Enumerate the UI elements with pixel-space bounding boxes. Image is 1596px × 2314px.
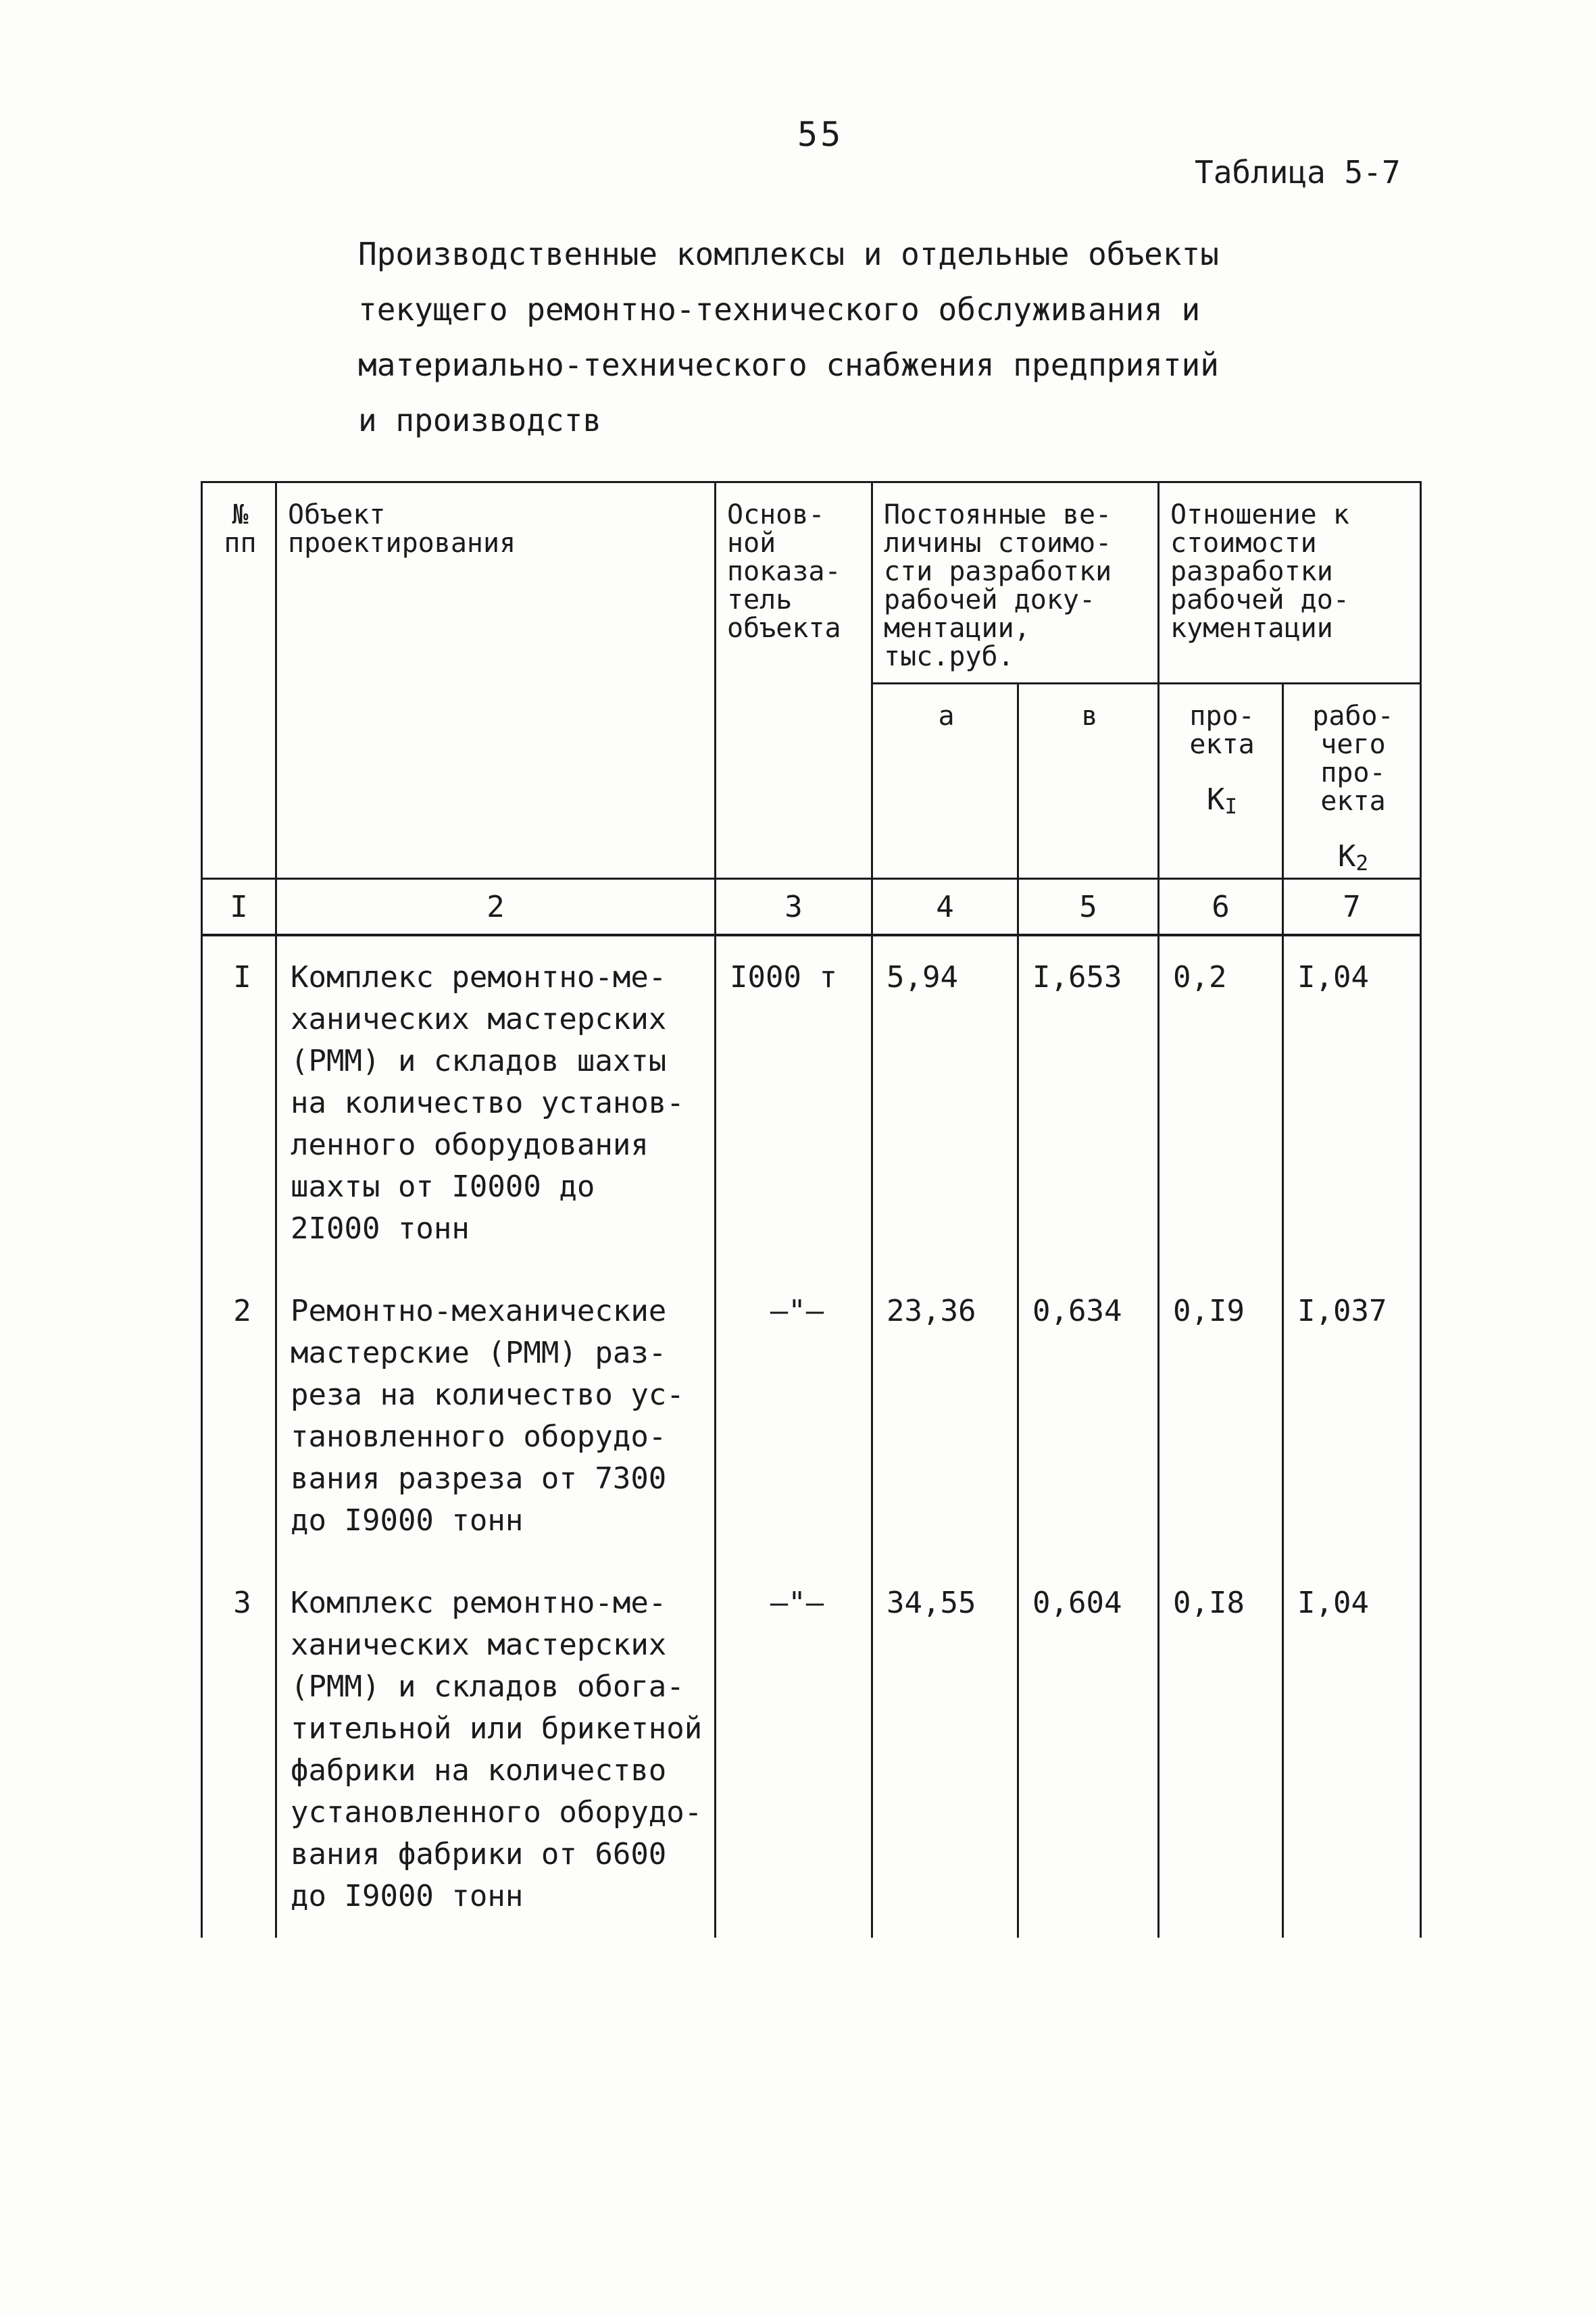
data-table [201,481,1422,1938]
header-work-project: рабо- чего про- екта К2 [1283,684,1421,879]
table-row [202,1562,1421,1938]
header-num: № пп [202,482,276,879]
row-object: Комплекс ремонтно-ме- ханических мастерских (РММ) и складов шахты на количество установ- ленного оборудования шахты от I0000 до 2I000 тонн [276,935,716,1270]
row-value-a: 23,36 [872,1270,1018,1562]
table-row [202,935,1421,1270]
row-k2: I,04 [1283,935,1421,1270]
row-number: 3 [202,1562,276,1938]
row-value-b: 0,604 [1018,1562,1159,1938]
header-a: а [872,684,1018,879]
column-number: 3 [716,879,872,936]
row-k1: 0,I9 [1159,1270,1283,1562]
title-line: текущего ремонтно-технического обслуживания и [358,291,1201,328]
title-line: материально-технического снабжения предприятий [358,347,1219,383]
header-b: в [1018,684,1159,879]
table-label: Таблица 5-7 [1195,154,1401,191]
table-title [358,226,1392,448]
row-indicator: —"— [716,1562,872,1938]
row-value-b: 0,634 [1018,1270,1159,1562]
k1-label: КI [1206,782,1238,819]
column-number: 5 [1018,879,1159,936]
row-k2: I,04 [1283,1562,1421,1938]
row-value-a: 34,55 [872,1562,1018,1938]
header-ratio: Отношение к стоимости разработки рабочей до- кументации [1159,482,1421,684]
row-value-a: 5,94 [872,935,1018,1270]
header-object: Объект проектирования [276,482,716,879]
header-constant-values: Постоянные ве- личины стоимо- сти разработки рабочей доку- ментации, тыс.руб. [872,482,1159,684]
row-k1: 0,I8 [1159,1562,1283,1938]
header-project: про- екта КI [1159,684,1283,879]
column-number: 6 [1159,879,1283,936]
column-number-row [202,879,1421,936]
column-number: 2 [276,879,716,936]
header-indicator: Основ- ной показа- тель объекта [716,482,872,879]
row-object: Комплекс ремонтно-ме- ханических мастерских (РММ) и складов обога- тительной или брикетной фабрики на количество установленного оборудо- вания фабрики от 6600 до I9000 тонн [276,1562,716,1938]
column-number: 4 [872,879,1018,936]
title-line: Производственные комплексы и отдельные объекты [358,236,1219,272]
row-indicator: —"— [716,1270,872,1562]
row-object: Ремонтно-механические мастерские (РММ) раз- реза на количество ус- тановленного оборудо- вания разреза от 7300 до I9000 тонн [276,1270,716,1562]
page-number: 55 [797,115,844,154]
column-number: 7 [1283,879,1421,936]
column-number: I [202,879,276,936]
row-value-b: I,653 [1018,935,1159,1270]
row-indicator: I000 т [716,935,872,1270]
row-k2: I,037 [1283,1270,1421,1562]
title-line: и производств [358,402,602,438]
table-row [202,1270,1421,1562]
row-number: I [202,935,276,1270]
k2-label: К2 [1337,839,1369,876]
row-number: 2 [202,1270,276,1562]
row-k1: 0,2 [1159,935,1283,1270]
